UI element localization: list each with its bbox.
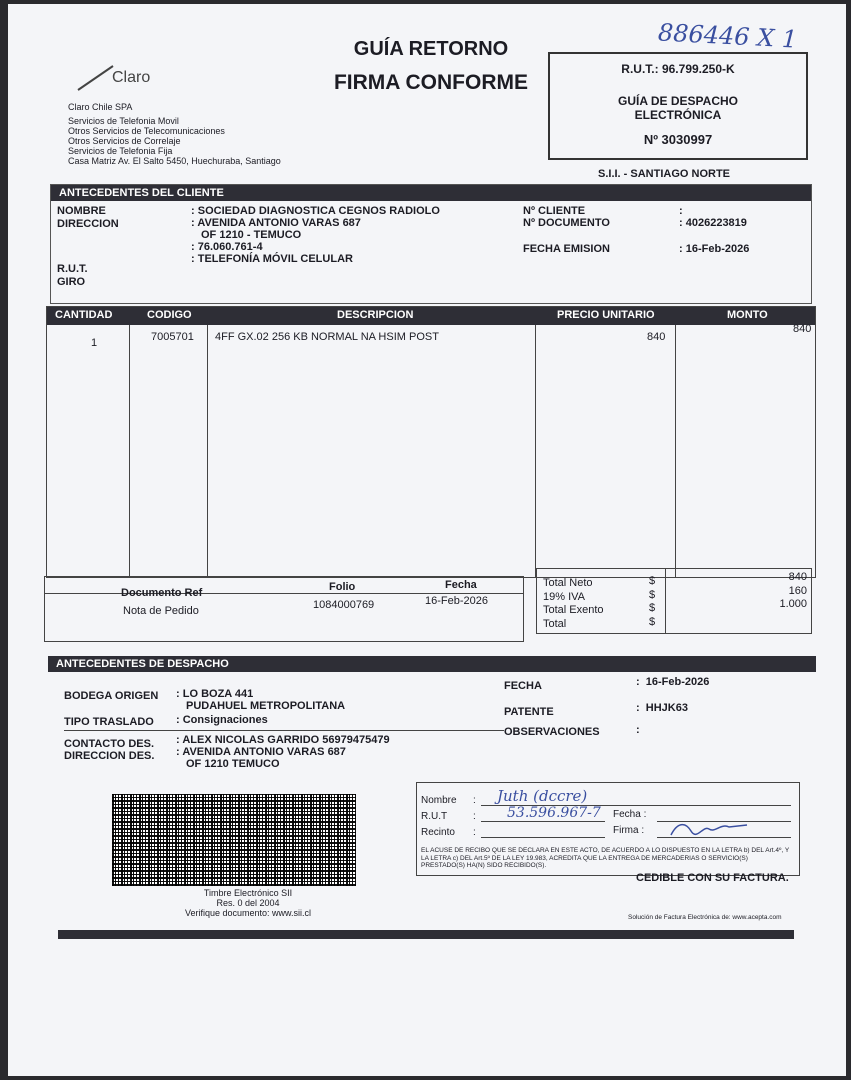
doc-type-line1: GUÍA DE DESPACHO [617, 94, 738, 108]
client-rut: 76.060.761-4 [197, 241, 263, 253]
client-giro: TELEFONÍA MÓVIL CELULAR [197, 253, 353, 265]
label-direccion-des: DIRECCION DES. [64, 750, 155, 762]
label-patente: PATENTE [504, 706, 554, 718]
label-direccion: DIRECCION [57, 218, 119, 230]
client-labels [57, 205, 119, 231]
header-precio: PRECIO UNITARIO [557, 309, 655, 321]
title-line2: FIRMA CONFORME [333, 71, 529, 94]
row-precio: 840 [647, 331, 666, 343]
row-codigo: 7005701 [151, 331, 194, 343]
stamp-line3: Verifique documento: www.sii.cl [184, 908, 312, 918]
total-neto-value: 840 [788, 571, 807, 583]
sii-office: S.I.I. - SANTIAGO NORTE [598, 168, 731, 180]
ref-folio: 1084000769 [313, 599, 375, 611]
doc-type-line2: ELECTRÓNICA [634, 108, 722, 122]
service-line: Servicios de Telefonia Fija [68, 146, 173, 156]
footer-bar [58, 930, 794, 939]
line [481, 821, 605, 822]
receipt-nombre-label: Nombre [421, 795, 457, 806]
bodega2: PUDAHUEL METROPOLITANA [186, 700, 346, 712]
document-title [326, 38, 536, 95]
iva-value: 160 [788, 584, 807, 597]
client-direccion1: AVENIDA ANTONIO VARAS 687 [197, 217, 361, 229]
despacho-fecha: 16-Feb-2026 [645, 676, 710, 688]
items-table-header [47, 307, 815, 325]
doc-number: Nº 3030997 [643, 132, 713, 147]
totals-labels [543, 577, 604, 631]
cedible-text: CEDIBLE CON SU FACTURA. [636, 872, 789, 884]
contacto-labels [64, 738, 154, 762]
claro-logo-icon [68, 60, 178, 100]
claro-logo [68, 60, 178, 105]
client-values: : SOCIEDAD DIAGNOSTICA CEGNOS RADIOLO : AVENIDA ANTONIO VARAS 687 OF 1210 - TEMUCO : 76.060.761-4 : TELEFONÍA MÓVIL CELULAR [191, 205, 440, 265]
service-line: Servicios de Telefonia Movil [68, 116, 179, 126]
currency-symbol: $ [649, 615, 656, 628]
currency-symbol: $ [649, 575, 656, 587]
issuer-name: Claro Chile SPA [68, 102, 133, 112]
title-line1: GUÍA RETORNO [353, 38, 509, 60]
label-fecha-emision: FECHA EMISION [523, 243, 610, 255]
direccion-des2: OF 1210 TEMUCO [186, 758, 280, 770]
contacto: ALEX NICOLAS GARRIDO 56979475479 [182, 734, 390, 746]
label-fecha: FECHA [504, 680, 542, 692]
document-id-box [548, 52, 808, 160]
row-descripcion: 4FF GX.02 256 KB NORMAL NA HSIM POST [215, 331, 439, 343]
despacho-section [48, 656, 816, 672]
bodega1: LO BOZA 441 [182, 688, 254, 700]
totals-box [536, 568, 812, 634]
items-table [46, 306, 816, 578]
label-n-cliente: Nº CLIENTE [523, 205, 586, 217]
despacho-section-title: ANTECEDENTES DE DESPACHO [48, 656, 816, 672]
direccion-des1: AVENIDA ANTONIO VARAS 687 [182, 746, 346, 758]
svg-text:Claro: Claro [112, 69, 151, 86]
reference-header [45, 577, 523, 599]
receipt-rut: 53.596.967-7 [507, 805, 601, 821]
divider [64, 730, 504, 731]
label-nombre: NOMBRE [57, 205, 106, 217]
row-cantidad: 1 [91, 337, 98, 349]
stamp-line2: Res. 0 del 2004 [216, 898, 280, 908]
receipt-box [416, 782, 800, 876]
ref-fecha: 16-Feb-2026 [425, 595, 488, 607]
column-divider [207, 325, 208, 577]
footer-text: Solución de Factura Electrónica de: www.acepta.com [628, 914, 782, 921]
currency-symbol: $ [649, 602, 656, 614]
total-label: Total [543, 617, 567, 630]
receipt-colons: : : : [473, 795, 476, 838]
document-page: 886446 X 1 Claro Claro Chile SPA Servicios de Telefonia Movil Otros Servicios de Telecomunicaciones Otros Servicios de Correlaje Servicios de Telefonia Fija Casa Matriz Av. El Salto 5450, Huechuraba, Santiago GUÍA RETORNO FIRMA CONFORME R.U.T.: 96.799.250-K GUÍA DE DESPACHO ELECTRÓNICA Nº 3030997 S.I.I. - SANTIAGO NORTE ANTECEDENTES DEL CLIENTE NOMBRE DIRECCION R.U.T. GIRO : SOCIEDAD DIAGNOSTICA CEGNOS RADIOLO : AVENIDA ANTONIO VARAS 687 OF 1210 - TEMUCO : 76.060.761-4 : TELEFONÍA MÓVIL CELULAR Nº CLIENTE Nº DOCUMENTO FECHA EMISION : : 4026223819 : 16-Feb-2026 CANTIDAD CODIGO DESCRIPCION PRECIO UNITARIO MONTO 1 7005701 4FF GX.02 256 KB NORMAL NA HSIM POST 840 840 Documento Ref Folio Fecha Nota de Pedido 1084000769 16-Feb-2026 Total Neto 19% IVA Total Exento Total $ $ $ $ 840 160 1.000 ANTECEDENTES DE DESPACHO BODEGA ORIGEN : LO BOZA 441 PUDAHUEL METROPOLITANA TIPO TRASLADO : Consignaciones CONTACTO DES. DIRECCION DES. : ALEX NICOLAS GARRIDO 56979475479 : AVENIDA ANTONIO VARAS 687 OF 1210 TEMUCO FECHA : 16-Feb-2026 PATENTE : HHJK63 OBSERVACIONES : Timbre Electrónico SII Res. 0 del 2004 Verifique documento: www.sii.cl Nombre R.U.T Recinto : : : Juth (dccre) 53.596.967-7 Fecha : Firma : EL ACUSE DE RECIBO QUE SE DECLARA EN ESTE ACTO, DE ACUERDO A LO DISPUESTO EN LA LETRA b) DEL Art.4º, Y LA LETRA c) DEL Art.5º DE LA LEY 19.983, ACREDITA QUE LA ENTREGA DE MERCADERIAS O SERVICIO(S) PRESTADO(S) HA(N) SIDO RECIBIDO(S). CEDIBLE CON SU FACTURA. Solución de Factura Electrónica de: www.acepta.com [8, 4, 846, 1076]
currency-symbol: $ [649, 588, 656, 601]
ref-doc: Nota de Pedido [123, 605, 199, 617]
ref-header-fecha: Fecha [445, 579, 477, 591]
total-exento-label: Total Exento [543, 604, 604, 616]
client-nombre: SOCIEDAD DIAGNOSTICA CEGNOS RADIOLO [197, 205, 440, 217]
signature-icon [667, 817, 757, 841]
client-doc-values: : : 4026223819 : 16-Feb-2026 [679, 205, 750, 255]
electronic-stamp-barcode [112, 794, 356, 886]
totals-values [779, 571, 807, 612]
iva-label: 19% IVA [543, 590, 585, 603]
header-descripcion: DESCRIPCION [337, 309, 414, 321]
contacto-values: : ALEX NICOLAS GARRIDO 56979475479 : AVENIDA ANTONIO VARAS 687 OF 1210 TEMUCO [176, 734, 390, 770]
client-direccion2: OF 1210 - TEMUCO [201, 229, 302, 241]
client-labels-2 [57, 263, 88, 289]
issuer-services [68, 116, 281, 166]
service-line: Otros Servicios de Telecomunicaciones [68, 126, 225, 136]
reference-box [44, 576, 524, 642]
service-line: Casa Matriz Av. El Salto 5450, Huechuraba, Santiago [68, 156, 281, 166]
stamp-line1: Timbre Electrónico SII [203, 888, 293, 898]
stamp-text [168, 888, 328, 918]
label-observaciones: OBSERVACIONES [504, 726, 600, 738]
label-traslado: TIPO TRASLADO [64, 716, 154, 728]
label-giro: GIRO [57, 276, 86, 288]
receipt-firma-label: Firma : [613, 825, 645, 836]
total-neto-label: Total Neto [543, 577, 593, 589]
column-divider [129, 325, 130, 577]
currency-symbols [649, 575, 655, 629]
total-value: 1.000 [779, 598, 807, 610]
traslado: Consignaciones [182, 714, 268, 726]
receipt-recinto-label: Recinto [421, 827, 455, 838]
label-rut: R.U.T. [57, 263, 88, 275]
issuer-rut: R.U.T.: 96.799.250-K [621, 62, 735, 76]
line [481, 837, 605, 838]
totals-divider [665, 569, 666, 633]
row-monto: 840 [793, 323, 812, 335]
client-n-documento: 4026223819 [685, 217, 747, 229]
header-cantidad: CANTIDAD [55, 309, 113, 321]
ref-header-doc: Documento Ref [121, 587, 203, 599]
receipt-fecha-label: Fecha : [613, 809, 647, 820]
client-section [50, 184, 812, 304]
receipt-rut-label: R.U.T [421, 811, 448, 822]
header-codigo: CODIGO [147, 309, 192, 321]
client-doc-labels [523, 205, 610, 255]
receipt-nombre: Juth (dccre) [497, 787, 588, 805]
service-line: Otros Servicios de Correlaje [68, 136, 181, 146]
column-divider [675, 325, 676, 577]
label-contacto: CONTACTO DES. [64, 738, 155, 750]
handwritten-number: 886446 X 1 [657, 18, 798, 54]
label-bodega: BODEGA ORIGEN [64, 690, 159, 702]
receipt-legal-text: EL ACUSE DE RECIBO QUE SE DECLARA EN ESTE ACTO, DE ACUERDO A LO DISPUESTO EN LA LETRA b) DEL Art.4º, Y LA LETRA c) DEL Art.5º DE LA LEY 19.983, ACREDITA QUE LA ENTREGA DE MERCADERIAS O SERVICIO(S) PRESTADO(S) HA(N) SIDO RECIBIDO(S). [421, 847, 790, 869]
label-n-documento: Nº DOCUMENTO [523, 217, 610, 229]
header-monto: MONTO [727, 309, 768, 321]
bodega-values: : LO BOZA 441 PUDAHUEL METROPOLITANA [176, 688, 346, 712]
client-section-title: ANTECEDENTES DEL CLIENTE [51, 185, 811, 201]
ref-header-folio: Folio [329, 581, 356, 593]
patente: HHJK63 [645, 702, 688, 714]
client-fecha-emision: 16-Feb-2026 [685, 243, 750, 255]
column-divider [535, 325, 536, 577]
receipt-labels [421, 793, 457, 841]
